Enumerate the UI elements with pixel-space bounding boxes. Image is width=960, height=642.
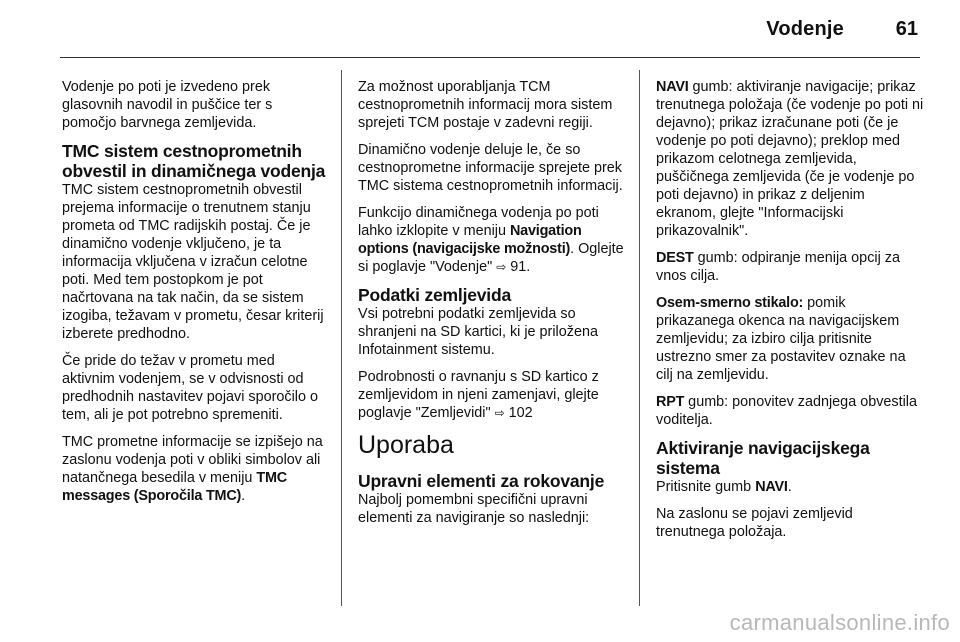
sd-card-paragraph (358, 368, 630, 422)
watermark: carmanualsonline.info (729, 610, 950, 635)
navi-text: gumb: aktiviranje navigacije; prikaz trenutnega položaja (če vodenje po poti ni dejavno); prikaz izračunane poti (če je vodenje po poti dejavno); preklop med prikazom celotnega zemljevida, puščičnega zemljevida (če je vodenje po poti dejavno) in prikaz z deljenim ekranom, glejte "Informacijski prikazovalnik". (656, 79, 924, 239)
heading-usage: Uporaba (358, 431, 454, 459)
column-divider-right (639, 70, 640, 606)
press-navi-term: NAVI (755, 479, 788, 495)
sd-card-paragraph-text: Podrobnosti o ravnanju s SD kartico z zemljevidom in njeni zamenjavi, glejte poglavje "Zemljevidi" (358, 369, 599, 421)
menu-navigation-options: Navigation options (navigacijske možnosti) (358, 223, 582, 257)
press-text: Pritisnite gumb (656, 479, 756, 495)
dest-paragraph (656, 249, 924, 285)
heading-tmc: TMC sistem cestnoprometnih obvestil in dinamičnega vodenja (62, 141, 326, 181)
page-header (0, 0, 960, 60)
rpt-paragraph (656, 393, 924, 429)
intro-paragraph: Vodenje po poti je izvedeno prek glasovnih navodil in puščice ter s pomočjo barvnega zemljevida. (62, 79, 273, 131)
heading-controls: Upravni elementi za rokovanje (358, 471, 605, 491)
page-ref-102: 102 (508, 405, 533, 421)
tcm-paragraph: Za možnost uporabljanja TCM cestnoprometnih informacij mora sistem sprejeti TCM postaje v zadevni regiji. (358, 79, 613, 131)
page-reference-arrow-icon: ⇨ (494, 406, 505, 420)
column-middle (358, 78, 630, 536)
tmc-paragraph-1: TMC sistem cestnoprometnih obvestil prejema informacije o trenutnem stanju prometa od TMC radijskih postaj. Če je dinamično vodenje vključeno, je ta informacija vključena v izračun celotne poti. Med tem postopkom je pot načrtovana na tak način, da se sistem izogiba, težavam v prometu, česar kriterij izberete predhodno. (62, 182, 324, 342)
map-appears-paragraph: Na zaslonu se pojavi zemljevid trenutnega položaja. (656, 506, 853, 540)
switch-text: pomik prikazanega okenca na navigacijskem zemljevidu; za izbiro cilja pritisnite ustrezno smer za postavitev oznake na cilj na zemljevidu. (656, 295, 906, 383)
function-paragraph-end: . Oglejte si poglavje "Vodenje" (358, 241, 624, 275)
column-left (62, 78, 330, 514)
menu-tmc-messages: TMC messages (Sporočila TMC) (62, 470, 287, 504)
controls-paragraph: Najbolj pomembni specifični upravni elementi za navigiranje so naslednji: (358, 492, 590, 526)
function-paragraph-text: Funkcijo dinamičnega vodenja po poti lahko izklopite v meniju (358, 205, 599, 239)
rpt-text: gumb: ponovitev zadnjega obvestila voditelja. (656, 394, 917, 428)
page-number: 61 (895, 18, 918, 40)
tmc-paragraph-3-text: TMC prometne informacije se izpišejo na zaslonu vodenja poti v obliki simbolov ali natančnega besedila v meniju (62, 434, 323, 486)
page-title: Vodenje (766, 18, 844, 40)
switch-paragraph (656, 294, 924, 384)
press-end: . (787, 479, 792, 495)
tmc-paragraph-3-end: . (241, 488, 246, 504)
heading-activate-navigation: Aktiviranje navigacijskega sistema (656, 438, 870, 478)
tmc-paragraph-3 (62, 433, 330, 505)
dest-term: DEST (656, 250, 694, 266)
page-ref-91: 91. (510, 259, 531, 275)
map-data-paragraph: Vsi potrebni podatki zemljevida so shranjeni na SD kartici, ki je priložena Infotainment sistemu. (358, 306, 598, 358)
tmc-paragraph-2: Če pride do težav v prometu med aktivnim vodenjem, se v odvisnosti od predhodnih nastavitev pojavi sporočilo o tem, ali je pot potrebno spremeniti. (62, 353, 318, 423)
press-navi-paragraph (656, 478, 924, 496)
dynamic-paragraph: Dinamično vodenje deluje le, če so cestnoprometne informacije sprejete prek TMC sistema cestnoprometnih informacij. (358, 142, 623, 194)
function-paragraph (358, 204, 630, 276)
column-divider-left (341, 70, 342, 606)
rpt-term: RPT (656, 394, 685, 410)
heading-map-data: Podatki zemljevida (358, 285, 511, 305)
header-rule (60, 57, 920, 58)
navi-paragraph (656, 78, 924, 240)
switch-term: Osem-smerno stikalo: (656, 295, 804, 311)
navi-term: NAVI (656, 79, 689, 95)
column-right (656, 78, 924, 550)
page-reference-arrow-icon: ⇨ (496, 260, 507, 274)
dest-text: gumb: odpiranje menija opcij za vnos cilja. (656, 250, 900, 284)
